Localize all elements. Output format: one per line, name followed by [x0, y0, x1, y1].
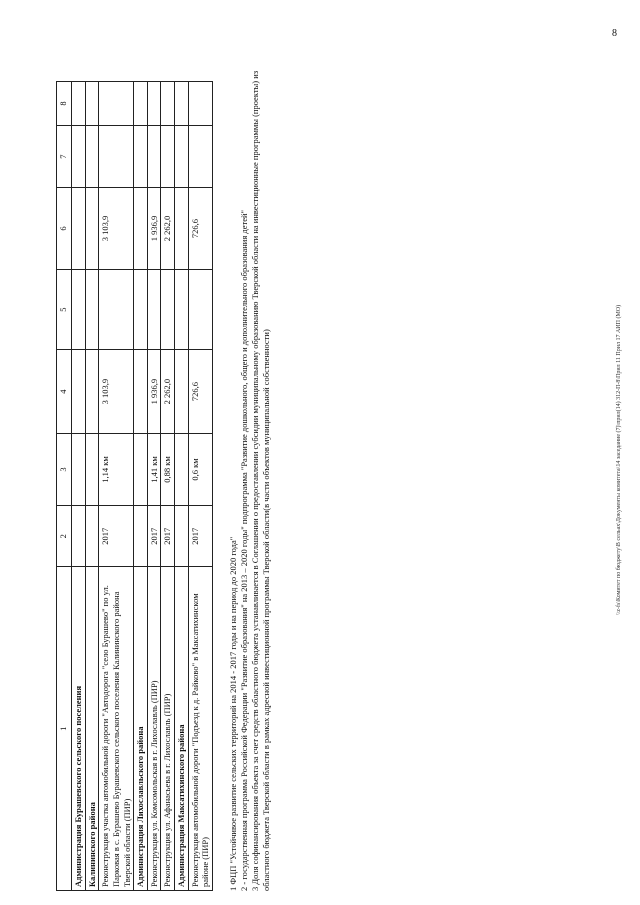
table-cell: [161, 82, 175, 126]
table-cell: 2017: [161, 506, 175, 567]
footnote: 3 Доля софинансирования объекта за счет средств областного бюджета устанавливается в Соглашении о предоставлении субсидии муниципальному образованию Тверской области на инвестиционные программы (проекты) из областного бюджета Тверской области в рамках адресной инвестиционной программы Тверской области(в части объектов муниципальной собственности): [250, 70, 272, 891]
table-cell: 3 103,9: [99, 350, 134, 434]
table-cell: [161, 269, 175, 349]
table-cell: [147, 125, 161, 187]
group-row: [175, 82, 189, 891]
header-cell: 2: [57, 506, 72, 567]
table-cell: [134, 506, 148, 567]
table-cell: [175, 433, 189, 505]
table-cell: [134, 269, 148, 349]
table-cell: [85, 125, 99, 187]
table-cell: [72, 350, 86, 434]
table-cell: [175, 82, 189, 126]
table-cell: [175, 350, 189, 434]
table-cell: Реконструкция участка автомобильной дороги "Автодорога "село Бурашево" по ул. Парковая в с. Бурашево Бурашевского сельского поселения Калининского района Тверской области (ПИР): [99, 567, 134, 891]
table-cell: [175, 188, 189, 270]
table-cell: 726,6: [188, 188, 212, 270]
table-cell: [85, 433, 99, 505]
table-cell: 3 103,9: [99, 188, 134, 270]
table-cell: 1 936,9: [147, 350, 161, 434]
group-row: [85, 82, 99, 891]
table-cell: [99, 82, 134, 126]
table-cell: [99, 269, 134, 349]
table-cell: Администрация Максатихинского района: [175, 567, 189, 891]
table-cell: [85, 269, 99, 349]
table-cell: 2017: [147, 506, 161, 567]
header-cell: 8: [57, 82, 72, 126]
page-number: 8: [612, 28, 617, 39]
group-row: [72, 82, 86, 891]
header-cell: 5: [57, 269, 72, 349]
table-cell: [72, 125, 86, 187]
table-cell: [161, 125, 175, 187]
header-row: [57, 82, 72, 891]
footnotes: [228, 51, 272, 891]
table-row: [147, 82, 161, 891]
table-cell: [175, 269, 189, 349]
footnote: 2 - государственная программа Российской Федерации "Развитие образования" на 2013 – 2020 годы" подпрограмма "Развитие дошкольного, общего и дополнительного образования детей": [239, 210, 250, 891]
table-cell: [85, 350, 99, 434]
table-cell: [188, 82, 212, 126]
header-cell: 6: [57, 188, 72, 270]
group-row: [134, 82, 148, 891]
table-row: [99, 82, 134, 891]
table-cell: [134, 82, 148, 126]
table-cell: [72, 269, 86, 349]
table-cell: 0,6 км: [188, 433, 212, 505]
table-cell: [188, 125, 212, 187]
table-cell: [147, 82, 161, 126]
table-cell: 0,88 км: [161, 433, 175, 505]
header-cell: 4: [57, 350, 72, 434]
table-cell: [175, 125, 189, 187]
file-path-footer: \\z-fs\Комитет по бюджету\В сельах\Документы комитета\14 заседание (7)\прил(14) 312-П-8\Прил 11 Прил 17 АИП (МО): [616, 304, 622, 615]
table-cell: 1 936,9: [147, 188, 161, 270]
header-cell: 1: [57, 567, 72, 891]
table-cell: 2017: [99, 506, 134, 567]
table-cell: [147, 269, 161, 349]
table-cell: [72, 433, 86, 505]
table-cell: Реконструкция автомобильной дороги "Подъезд к д. Райково" в Максатихинском районе (ПИР): [188, 567, 212, 891]
table-cell: 726,6: [188, 350, 212, 434]
table-cell: [85, 82, 99, 126]
table-cell: [188, 269, 212, 349]
table-cell: [72, 82, 86, 126]
table-cell: [72, 506, 86, 567]
table-cell: Администрация Лихославльского района: [134, 567, 148, 891]
table-cell: Реконструкция ул. Афанасьева в г. Лихославль (ПИР): [161, 567, 175, 891]
table-cell: [72, 188, 86, 270]
table-cell: [85, 506, 99, 567]
table-cell: Реконструкция ул. Комсомольская в г. Лихославль (ПИР): [147, 567, 161, 891]
table-row: [161, 82, 175, 891]
header-cell: 7: [57, 125, 72, 187]
table-cell: [99, 125, 134, 187]
table-cell: 1,41 км: [147, 433, 161, 505]
table-row: [188, 82, 212, 891]
table-cell: [134, 350, 148, 434]
table-cell: 2 262,0: [161, 188, 175, 270]
table-cell: 1,14 км: [99, 433, 134, 505]
table-cell: [134, 188, 148, 270]
footnote: 1 ФЦП "Устойчивое развитие сельских территорий на 2014 - 2017 годы и на период до 2020 года": [228, 536, 238, 891]
table-cell: Калининского района: [85, 567, 99, 891]
header-cell: 3: [57, 433, 72, 505]
table-cell: [134, 433, 148, 505]
table-cell: [175, 506, 189, 567]
table-cell: 2017: [188, 506, 212, 567]
investment-table: [56, 81, 213, 891]
table-cell: [134, 125, 148, 187]
table-cell: Администрация Бурашевского сельского поселения: [72, 567, 86, 891]
table-cell: [85, 188, 99, 270]
table-cell: 2 262,0: [161, 350, 175, 434]
